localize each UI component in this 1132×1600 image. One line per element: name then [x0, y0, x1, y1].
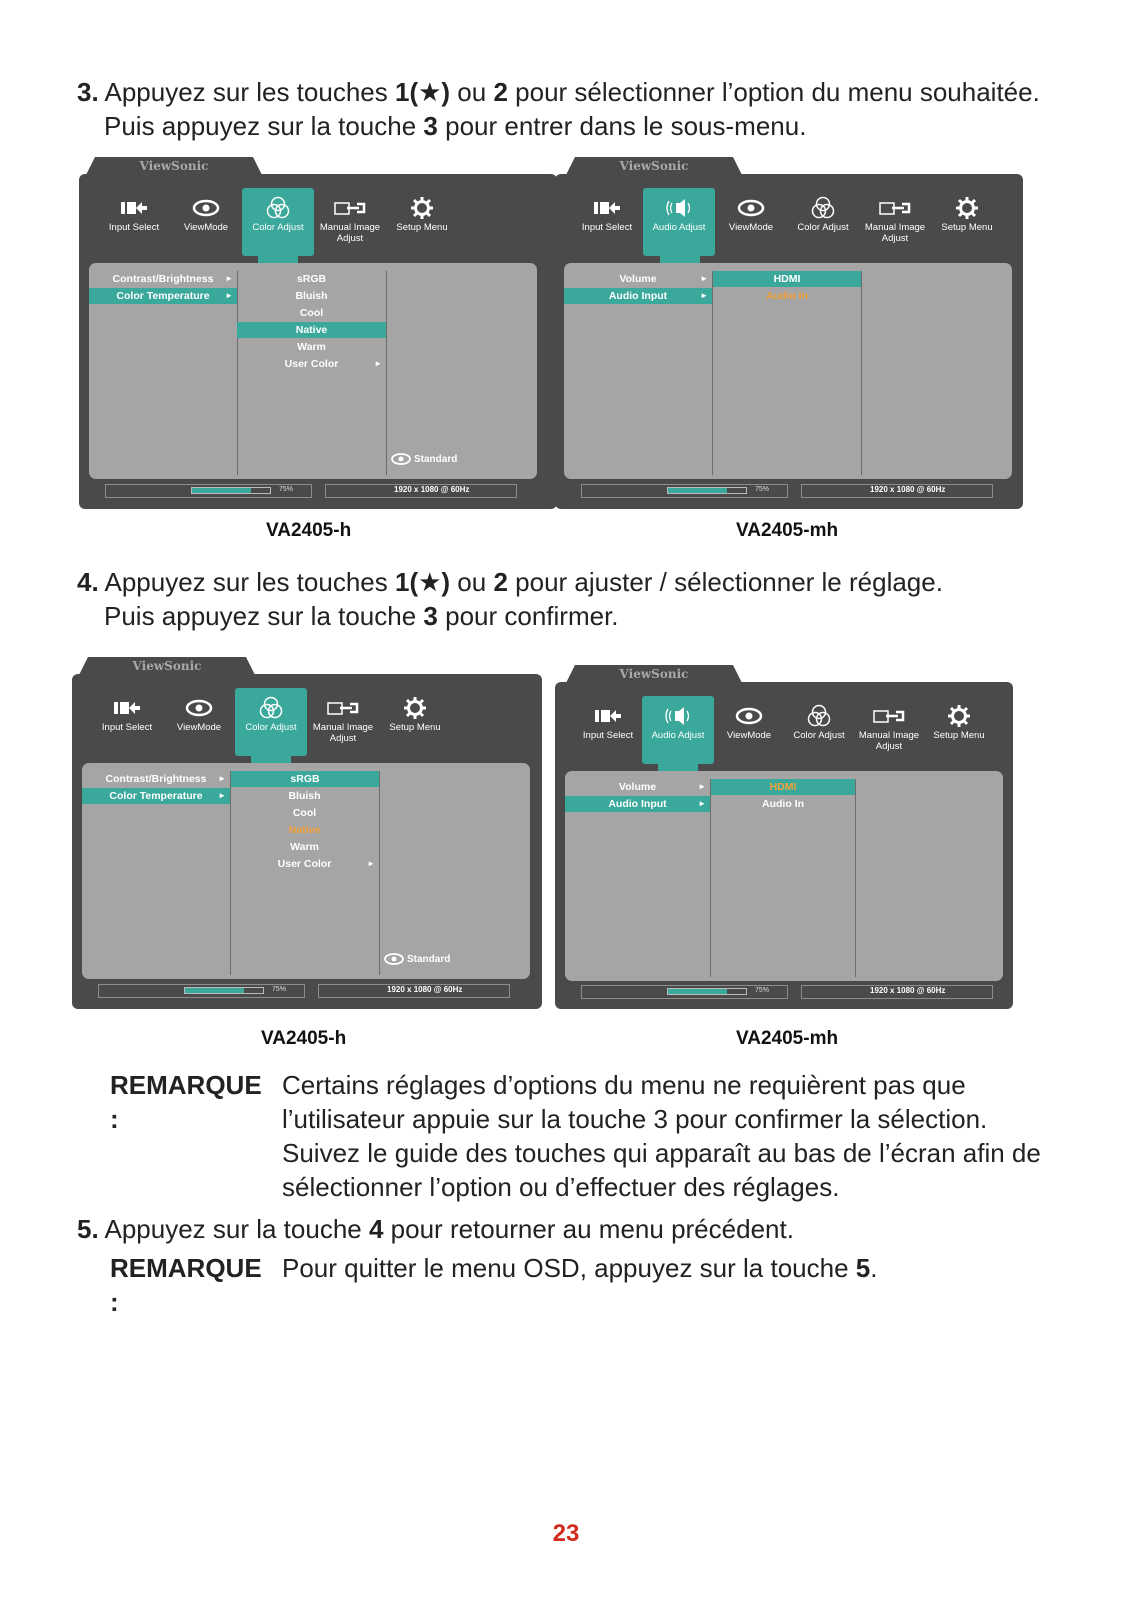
setup-menu-gear-icon[interactable]: Setup Menu — [379, 688, 451, 756]
eye-icon — [384, 953, 404, 965]
volume-bar — [667, 988, 747, 995]
osd-menu-panel — [82, 763, 530, 979]
osd-status-bar: 75% 1920 x 1080 @ 60Hz — [90, 984, 532, 998]
color-adjust-icon[interactable]: Color Adjust — [783, 696, 855, 764]
submenu-item-warm[interactable]: Warm — [297, 341, 326, 353]
submenu-item-cool[interactable]: Cool — [299, 307, 324, 319]
osd-status-bar: 75% 1920 x 1080 @ 60Hz — [573, 985, 1015, 999]
submenu-item-hdmi[interactable]: HDMI — [711, 779, 855, 795]
submenu-item-user-color[interactable]: User Color ► — [284, 358, 382, 370]
osd-menu-panel — [565, 771, 1003, 981]
manual-image-adjust-icon[interactable]: Manual Image Adjust — [307, 688, 379, 756]
caption-va2405-h: VA2405-h — [261, 1028, 347, 1049]
viewsonic-logo: ViewSonic — [619, 667, 689, 681]
input-select-icon[interactable]: Input Select — [572, 696, 644, 764]
color-adjust-icon[interactable]: Color Adjust — [242, 188, 314, 256]
volume-bar — [184, 987, 264, 994]
caption-va2405-h: VA2405-h — [266, 520, 352, 541]
manual-image-adjust-icon[interactable]: Manual Image Adjust — [853, 696, 925, 764]
step-4: 4. Appuyez sur les touches 1(★) ou 2 pour ajuster / sélectionner le réglage. Puis appuyez sur la touche 3 pour confirmer. — [77, 567, 943, 631]
menu-item-contrast-brightness[interactable]: Contrast/Brightness ► — [112, 273, 233, 285]
submenu-item-bluish[interactable]: Bluish — [288, 790, 321, 802]
manual-image-adjust-icon[interactable]: Manual Image Adjust — [314, 188, 386, 256]
step-5: 5. Appuyez sur la touche 4 pour retourner au menu précédent. — [77, 1214, 794, 1244]
menu-item-contrast-brightness[interactable]: Contrast/Brightness ► — [105, 773, 226, 785]
viewmode-eye-icon[interactable]: ViewMode — [713, 696, 785, 764]
manual-image-adjust-icon[interactable]: Manual Image Adjust — [859, 188, 931, 256]
submenu-item-native[interactable]: Native — [288, 824, 321, 836]
volume-bar — [191, 487, 271, 494]
color-adjust-icon[interactable]: Color Adjust — [787, 188, 859, 256]
viewsonic-logo: ViewSonic — [139, 159, 209, 173]
input-select-icon[interactable]: Input Select — [98, 188, 170, 256]
submenu-item-bluish[interactable]: Bluish — [295, 290, 328, 302]
setup-menu-gear-icon[interactable]: Setup Menu — [931, 188, 1003, 256]
input-select-icon[interactable]: Input Select — [571, 188, 643, 256]
osd-screenshot-va2405-mh-step3 — [545, 157, 1023, 509]
color-adjust-icon[interactable]: Color Adjust — [235, 688, 307, 756]
viewsonic-logo: ViewSonic — [132, 659, 202, 673]
submenu-item-hdmi[interactable]: HDMI — [713, 271, 861, 287]
eye-icon — [391, 453, 411, 465]
submenu-item-srgb[interactable]: sRGB — [231, 771, 379, 787]
submenu-item-user-color[interactable]: User Color ► — [277, 858, 375, 870]
viewmode-status: Standard — [384, 953, 450, 965]
input-select-icon[interactable]: Input Select — [91, 688, 163, 756]
submenu-item-audio-in[interactable]: Audio In — [762, 798, 804, 810]
menu-item-audio-input[interactable]: Audio Input ► — [564, 288, 712, 304]
menu-item-audio-input[interactable]: Audio Input ► — [565, 796, 710, 812]
menu-item-color-temperature[interactable]: Color Temperature ► — [89, 288, 237, 304]
caption-va2405-mh: VA2405-mh — [736, 1028, 839, 1049]
submenu-item-audio-in[interactable]: Audio In — [766, 290, 808, 302]
viewmode-status: Standard — [391, 453, 457, 465]
osd-menu-panel — [564, 263, 1012, 479]
osd-screenshot-va2405-h-step4 — [72, 657, 550, 1009]
menu-item-volume[interactable]: Volume ► — [618, 781, 706, 793]
submenu-item-srgb[interactable]: sRGB — [296, 273, 327, 285]
osd-status-bar: 75% 1920 x 1080 @ 60Hz — [97, 484, 539, 498]
osd-screenshot-va2405-mh-step4 — [545, 665, 1023, 1009]
page-number: 23 — [552, 1520, 580, 1547]
caption-va2405-mh: VA2405-mh — [736, 520, 839, 541]
submenu-item-cool[interactable]: Cool — [292, 807, 317, 819]
volume-bar — [667, 487, 747, 494]
menu-item-volume[interactable]: Volume ► — [619, 273, 708, 285]
audio-adjust-speaker-icon[interactable]: Audio Adjust — [642, 696, 714, 764]
setup-menu-gear-icon[interactable]: Setup Menu — [386, 188, 458, 256]
setup-menu-gear-icon[interactable]: Setup Menu — [923, 696, 995, 764]
submenu-item-warm[interactable]: Warm — [290, 841, 319, 853]
viewsonic-logo: ViewSonic — [619, 159, 689, 173]
viewmode-eye-icon[interactable]: ViewMode — [170, 188, 242, 256]
step-3: 3. Appuyez sur les touches 1(★) ou 2 pour sélectionner l’option du menu souhaitée. Puis appuyez sur la touche 3 pour entrer dans le sous-menu. — [77, 77, 1040, 141]
submenu-item-native[interactable]: Native — [237, 322, 386, 338]
osd-screenshot-va2405-h-step3 — [79, 157, 557, 509]
audio-adjust-speaker-icon[interactable]: Audio Adjust — [643, 188, 715, 256]
viewmode-eye-icon[interactable]: ViewMode — [163, 688, 235, 756]
viewmode-eye-icon[interactable]: ViewMode — [715, 188, 787, 256]
osd-status-bar: 75% 1920 x 1080 @ 60Hz — [573, 484, 1015, 498]
menu-item-color-temperature[interactable]: Color Temperature ► — [82, 788, 230, 804]
osd-menu-panel — [89, 263, 537, 479]
